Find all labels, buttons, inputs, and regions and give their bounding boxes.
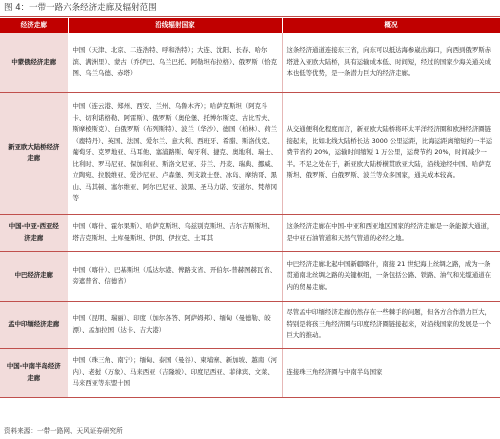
corridor-overview: 这条经济通道连接东三省，向东可以抵达海参崴出海口，向西到俄罗斯赤塔进入亚欧大陆桥，具有运输成本低、时间短，经过的国家少海关通关成本也低等优势，是一条潜力巨大的经济走廊。 <box>282 33 500 92</box>
corridor-overview: 从交通便利化程度而言，新亚欧大陆桥将环太平洋经济圈和欧洲经济圈链接起来，比如北线大陆桥长达 3000 公里运距，比海运距离缩短约一半运费节省约 20%，运输时间缩短 1 万公里，运费节约 20%，时间减少一半。不足之处在于，新亚欧大陆桥横贯欧亚大陆，沿线途经中国、哈萨克斯坦、俄罗斯、白俄罗斯、波兰等众多国家，通关成本较高。 <box>282 92 500 214</box>
corridor-overview: 中巴经济走廊北起中国新疆喀什，南接 21 世纪海上丝绸之路，成为一条贯通南北丝绸之路的关键枢纽，一条包括公路、铁路、油气和光缆通道在内的贸易走廊。 <box>282 251 500 301</box>
header-countries: 沿线辐射国家 <box>68 18 282 33</box>
header-overview: 概况 <box>282 18 500 33</box>
table-row <box>0 214 500 251</box>
corridor-name: 中国-中亚-西亚经济走廊 <box>0 214 68 251</box>
table-row <box>0 251 500 301</box>
table-row <box>0 92 500 214</box>
caption-rule <box>0 16 500 17</box>
figure-caption: 图 4：一带一路六条经济走廊及辐射范围 <box>4 3 157 13</box>
corridor-countries: 中国（天津、北京、二连浩特、呼和浩特）；大连、沈阳、长春、哈尔滨、满洲里）、蒙古（乔伊巴、乌兰巴托、阿勒坦布拉格）、俄罗斯（恰克图、乌兰乌德、赤塔） <box>68 33 282 92</box>
header-corridor: 经济走廊 <box>0 18 68 33</box>
table-row <box>0 33 500 92</box>
corridor-countries: 中国（昆明、瑞丽）、印度（加尔各答、阿萨姆邦）、缅甸（曼德勒、皎漂）、孟加拉国（达卡、吉大港） <box>68 301 282 348</box>
table-row <box>0 348 500 397</box>
table-header-row <box>0 18 500 33</box>
corridor-overview: 连接珠三角经济圈与中南半岛国家 <box>282 348 500 397</box>
corridor-name: 中巴经济走廊 <box>0 251 68 301</box>
corridor-name: 中蒙俄经济走廊 <box>0 33 68 92</box>
corridor-name: 新亚欧大陆桥经济走廊 <box>0 92 68 214</box>
corridor-table <box>0 18 500 398</box>
corridor-countries: 中国（连云港、郑州、西安、兰州、乌鲁木齐）；哈萨克斯坦（阿克斗卡、切利诺格勒、阿雷斯）、俄罗斯（奥伦堡、托博尔斯克、古比雪夫、斯摩棱斯克）、白俄罗斯（布列斯特）、波兰（华沙）、德国（柏林）、荷兰（鹿特丹）、英国、法国、爱尔兰、意大利、西班牙、希腊、斯洛伐克、葡萄牙、克罗地亚、马耳他、塞浦路斯、匈牙利、捷克、奥地利、瑞士、比利时、罗马尼亚、保加利亚、斯洛文尼亚、芬兰、丹麦、瑞典、挪威、立陶宛、拉脱维亚、爱沙尼亚、卢森堡、列支敦士登、冰岛、摩纳哥、黑山、马其顿、塞尔维亚、阿尔巴尼亚、波黑、圣马力诺、安道尔、梵蒂冈等 <box>68 92 282 214</box>
corridor-overview: 尽管孟中印缅经济走廊仍然存在一些棘手的问题，但各方合作潜力巨大，特别是将孩三角经济圈与印度经济圈链接起来，对沿线国家的发展是一个巨大的推动。 <box>282 301 500 348</box>
corridor-countries: 中国（喀什、霍尔果斯）、哈萨克斯坦、乌兹别克斯坦、吉尔吉斯斯坦、塔吉克斯坦、土库曼斯坦、伊朗、伊拉克、土耳其 <box>68 214 282 251</box>
corridor-overview: 这条经济走廊在中国-中亚和西亚地区国家的经济走廊是一条能源大通道，是中亚石油管道和天然气管道的必经之地。 <box>282 214 500 251</box>
corridor-countries: 中国（珠三角、南宁）；缅甸、泰国（曼谷）、柬埔寨、新加坡、越南（河内）、老挝（万象）、马来西亚（吉隆坡）、印度尼西亚、菲律宾、文莱、马来西亚等东盟十国 <box>68 348 282 397</box>
corridor-name: 孟中印缅经济走廊 <box>0 301 68 348</box>
table-row <box>0 301 500 348</box>
source-note: 资料来源：一带一路网、天风证券研究所 <box>4 427 123 435</box>
corridor-name: 中国-中南半岛经济走廊 <box>0 348 68 397</box>
corridor-countries: 中国（喀什）、巴基斯坦（瓜达尔港、俾路支省、开伯尔-普赫图赫瓦省、旁遮普省、信德省） <box>68 251 282 301</box>
